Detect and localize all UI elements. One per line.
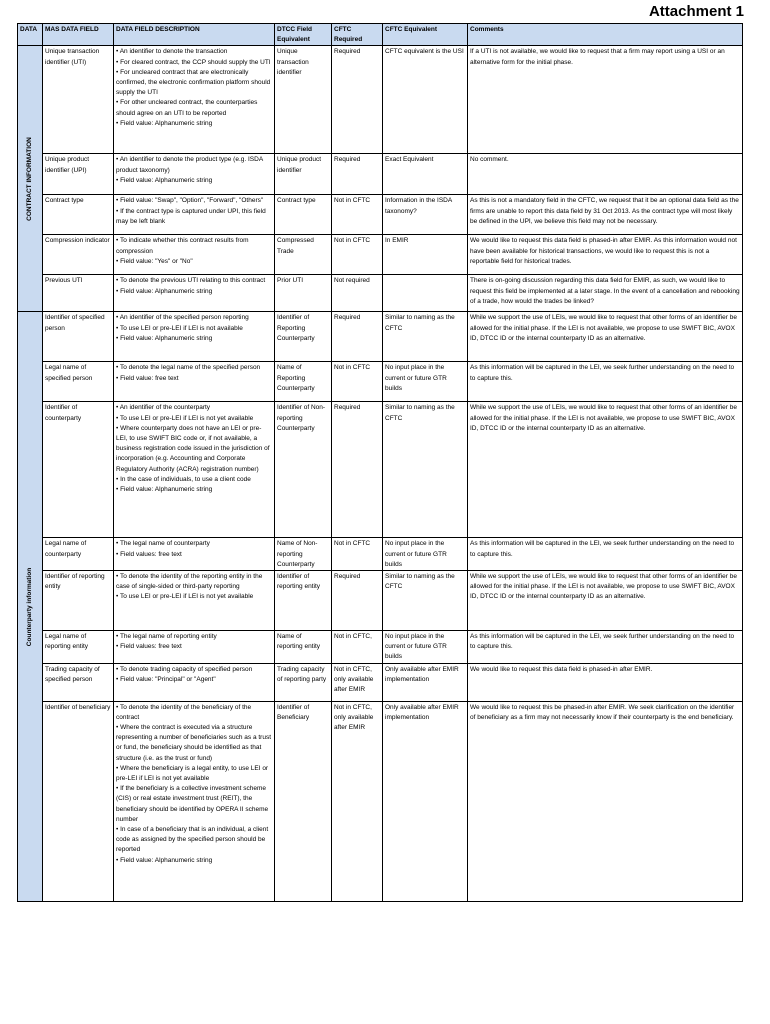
dtcc-equivalent-cell: Unique product identifier <box>275 154 332 195</box>
header-cftc-equivalent: CFTC Equivalent <box>383 24 468 46</box>
cftc-required-cell: Required <box>332 571 383 631</box>
dtcc-equivalent-cell: Compressed Trade <box>275 235 332 275</box>
header-mas-field: MAS DATA FIELD <box>43 24 114 46</box>
comments-cell: As this information will be captured in the LEI, we seek further understanding on the need to to capture this. <box>468 631 743 664</box>
description-bullet: • For uncleared contract that are electronically confirmed, the electronic confirmation platform should supply the UTI <box>116 68 271 97</box>
field-name-cell: Previous UTI <box>43 275 114 312</box>
table-row <box>18 275 743 312</box>
dtcc-equivalent-cell: Unique transaction identifier <box>275 46 332 154</box>
field-description-cell <box>114 154 275 195</box>
header-row <box>18 24 743 46</box>
field-name-cell: Unique product identifier (UPI) <box>43 154 114 195</box>
table-row <box>18 538 743 571</box>
field-name-cell: Trading capacity of specified person <box>43 663 114 701</box>
cftc-required-cell: Not in CFTC, <box>332 631 383 664</box>
cftc-required-cell: Required <box>332 154 383 195</box>
field-name-cell: Legal name of counterparty <box>43 538 114 571</box>
description-bullet: • To use LEI or pre-LEI if LEI is not yet available <box>116 593 254 601</box>
description-bullet: • The legal name of reporting entity <box>116 633 217 641</box>
field-description-cell <box>114 538 275 571</box>
field-name-cell: Identifier of reporting entity <box>43 571 114 631</box>
cftc-required-cell: Required <box>332 46 383 154</box>
description-bullet: • Field value: Alphanumeric string <box>116 119 213 127</box>
field-name-cell: Legal name of reporting entity <box>43 631 114 664</box>
table-row <box>18 235 743 275</box>
table-row <box>18 631 743 664</box>
cftc-equivalent-cell: In EMIR <box>383 235 468 275</box>
description-bullet: • Field value: Alphanumeric string <box>116 486 213 494</box>
field-description-cell <box>114 275 275 312</box>
table-row <box>18 362 743 402</box>
description-bullet: • Field values: free text <box>116 550 182 558</box>
category-counterparty-information <box>18 312 43 901</box>
table-row <box>18 154 743 195</box>
table-row <box>18 46 743 154</box>
category-contract-information <box>18 46 43 312</box>
dtcc-equivalent-cell: Name of Non-reporting Counterparty <box>275 538 332 571</box>
header-cftc: CFTC Required <box>332 24 383 46</box>
cftc-equivalent-cell: Similar to naming as the CFTC <box>383 402 468 538</box>
comments-cell: There is on-going discussion regarding this data field for EMIR, as such, we would like to request this field be implemented at a later stage. In the event of a cancellation and rebooking of a trade, how would the trades be linked? <box>468 275 743 312</box>
table-row <box>18 402 743 538</box>
description-bullet: • In the case of individuals, to use a client code <box>116 475 251 483</box>
comments-cell: We would like to request this be phased-in after EMIR. We seek clarification on the identifier of beneficiary as a firm may not necessarily know if their counterparty is the end beneficiary. <box>468 701 743 901</box>
description-bullet: • Field value: free text <box>116 374 179 382</box>
description-bullet: • Where the beneficiary is a legal entity, to use LEI or pre-LEI if LEI is not yet available <box>116 764 269 783</box>
category-label: Counterparty information <box>25 567 33 646</box>
comments-cell: No comment. <box>468 154 743 195</box>
comments-cell: While we support the use of LEIs, we would like to request that other forms of an identifier be allowed for the initial phase. If the LEI is not available, we propose to use SWIFT BIC, AVOX ID, DTCC ID or the internal counterparty ID as an alternative. <box>468 312 743 362</box>
description-bullet: • To denote trading capacity of specified person <box>116 665 253 673</box>
field-description-cell <box>114 362 275 402</box>
cftc-equivalent-cell: Only available after EMIR implementation <box>383 663 468 701</box>
table-row <box>18 663 743 701</box>
description-bullet: • If the beneficiary is a collective investment scheme (CIS) or real estate investment trust (REIT), the beneficiary should be identified by OPERA II scheme number <box>116 785 269 823</box>
description-bullet: • To denote the identity of the beneficiary of the contract <box>116 703 252 721</box>
description-bullet: • The legal name of counterparty <box>116 540 210 548</box>
field-name-cell: Contract type <box>43 195 114 235</box>
table-row <box>18 571 743 631</box>
description-bullet: • In case of a beneficiary that is an individual, a client code as assigned by the specified person should be reported <box>116 826 269 854</box>
field-description-cell <box>114 312 275 362</box>
dtcc-equivalent-cell: Name of reporting entity <box>275 631 332 664</box>
field-description-cell <box>114 631 275 664</box>
comments-cell: While we support the use of LEIs, we would like to request that other forms of an identifier be allowed for the initial phase. If the LEI is not available, we propose to use SWIFT BIC, AVOX ID, DTCC ID or the internal counterparty ID as an alternative. <box>468 571 743 631</box>
cftc-required-cell: Required <box>332 402 383 538</box>
description-bullet: • An identifier of the specified person reporting <box>116 314 249 322</box>
data-field-table <box>17 23 743 902</box>
dtcc-equivalent-cell: Contract type <box>275 195 332 235</box>
field-description-cell <box>114 46 275 154</box>
cftc-required-cell: Not in CFTC <box>332 362 383 402</box>
cftc-equivalent-cell: Information in the ISDA taxonomy? <box>383 195 468 235</box>
cftc-required-cell: Not required <box>332 275 383 312</box>
description-bullet: • Field value: Alphanumeric string <box>116 176 213 184</box>
field-description-cell <box>114 701 275 901</box>
field-description-cell <box>114 402 275 538</box>
comments-cell: While we support the use of LEIs, we would like to request that other forms of an identifier be allowed for the initial phase. If the LEI is not available, we propose to use SWIFT BIC, AVOX ID, DTCC ID or the internal counterparty ID as an alternative. <box>468 402 743 538</box>
comments-cell: As this is not a mandatory field in the CFTC, we request that it be an optional data field as the firms are unable to report this data field by 31 Oct 2013. As the contract type will most likely be defined in the UPI, we believe this field may not be necessary. <box>468 195 743 235</box>
attachment-title: Attachment 1 <box>648 3 744 20</box>
description-bullet: • To indicate whether this contract results from compression <box>116 237 249 255</box>
cftc-equivalent-cell: CFTC equivalent is the USI <box>383 46 468 154</box>
table-row <box>18 312 743 362</box>
cftc-equivalent-cell: No input place in the current or future GTR builds <box>383 362 468 402</box>
description-bullet: • For other uncleared contract, the counterparties should agree on an UTI to be reported <box>116 99 258 117</box>
cftc-equivalent-cell: Similar to naming as the CFTC <box>383 571 468 631</box>
cftc-equivalent-cell: Similar to naming as the CFTC <box>383 312 468 362</box>
description-bullet: • An identifier to denote the product type (e.g. ISDA product taxonomy) <box>116 156 263 174</box>
field-name-cell: Legal name of specified person <box>43 362 114 402</box>
comments-cell: We would like to request this data field is phased-in after EMIR. <box>468 663 743 701</box>
dtcc-equivalent-cell: Identifier of reporting entity <box>275 571 332 631</box>
description-bullet: • To use LEI or pre-LEI if LEI is not yet available <box>116 414 254 422</box>
dtcc-equivalent-cell: Identifier of Non-reporting Counterparty <box>275 402 332 538</box>
comments-cell: As this information will be captured in the LEI, we seek further understanding on the need to to capture this. <box>468 538 743 571</box>
header-description: DATA FIELD DESCRIPTION <box>114 24 275 46</box>
description-bullet: • Field value: Alphanumeric string <box>116 856 213 864</box>
description-bullet: • An identifier of the counterparty <box>116 404 211 412</box>
cftc-required-cell: Not in CFTC, only available after EMIR <box>332 663 383 701</box>
comments-cell: We would like to request this data field is phased-in after EMIR. As this information would not have been available for historical transactions, we would like to request this is not a reportable field for historical trades. <box>468 235 743 275</box>
header-dtcc: DTCC Field Equivalent <box>275 24 332 46</box>
field-name-cell: Identifier of counterparty <box>43 402 114 538</box>
description-bullet: • If the contract type is captured under UPI, this field may be left blank <box>116 207 266 225</box>
field-name-cell: Identifier of beneficiary <box>43 701 114 901</box>
description-bullet: • To use LEI or pre-LEI if LEI is not available <box>116 324 243 332</box>
cftc-required-cell: Not in CFTC <box>332 235 383 275</box>
dtcc-equivalent-cell: Trading capacity of reporting party <box>275 663 332 701</box>
description-bullet: • To denote the identity of the reporting entity in the case of single-sided or third-party reporting <box>116 573 263 591</box>
cftc-required-cell: Not in CFTC <box>332 195 383 235</box>
description-bullet: • Field value: "Principal" or "Agent" <box>116 675 216 683</box>
header-comments: Comments <box>468 24 743 46</box>
header-data: DATA <box>18 24 43 46</box>
description-bullet: • Field value: "Swap", "Option", "Forward", "Others" <box>116 197 264 205</box>
field-description-cell <box>114 571 275 631</box>
cftc-equivalent-cell <box>383 275 468 312</box>
field-name-cell: Identifier of specified person <box>43 312 114 362</box>
description-bullet: • For cleared contract, the CCP should supply the UTI <box>116 58 271 66</box>
comments-cell: If a UTI is not available, we would like to request that a firm may report using a USI or an alternative form for the initial phase. <box>468 46 743 154</box>
description-bullet: • Field value: Alphanumeric string <box>116 334 213 342</box>
dtcc-equivalent-cell: Identifier of Reporting Counterparty <box>275 312 332 362</box>
cftc-required-cell: Not in CFTC <box>332 538 383 571</box>
cftc-equivalent-cell: Exact Equivalent <box>383 154 468 195</box>
description-bullet: • Field value: "Yes" or "No" <box>116 257 193 265</box>
cftc-equivalent-cell: No input place in the current or future GTR builds <box>383 538 468 571</box>
category-label: CONTRACT INFORMATION <box>25 137 33 221</box>
field-name-cell: Compression indicator <box>43 235 114 275</box>
table-row <box>18 701 743 901</box>
comments-cell: As this information will be captured in the LEI, we seek further understanding on the need to to capture this. <box>468 362 743 402</box>
description-bullet: • Field value: Alphanumeric string <box>116 287 213 295</box>
dtcc-equivalent-cell: Prior UTI <box>275 275 332 312</box>
cftc-required-cell: Required <box>332 312 383 362</box>
description-bullet: • Field values: free text <box>116 643 182 651</box>
cftc-required-cell: Not in CFTC, only available after EMIR <box>332 701 383 901</box>
field-name-cell: Unique transaction identifier (UTI) <box>43 46 114 154</box>
field-description-cell <box>114 235 275 275</box>
table-row <box>18 195 743 235</box>
dtcc-equivalent-cell: Identifier of Beneficiary <box>275 701 332 901</box>
description-bullet: • Where the contract is executed via a structure representing a number of beneficiaries such as a trust or fund, the beneficiary should be identified as that structure (i.e. as the trust or fund) <box>116 724 272 762</box>
field-description-cell <box>114 195 275 235</box>
cftc-equivalent-cell: Only available after EMIR implementation <box>383 701 468 901</box>
cftc-equivalent-cell: No input place in the current or future GTR builds <box>383 631 468 664</box>
description-bullet: • To denote the previous UTI relating to this contract <box>116 277 266 285</box>
description-bullet: • An identifier to denote the transaction <box>116 48 228 56</box>
field-description-cell <box>114 663 275 701</box>
description-bullet: • Where counterparty does not have an LEI or pre-LEI, to use SWIFT BIC code or, if not available, a business registration code issued in the jurisdiction of incorporation (e.g. Accounting and Corporate Regulatory Authority (ACRA) registration number) <box>116 424 270 473</box>
description-bullet: • To denote the legal name of the specified person <box>116 364 261 372</box>
dtcc-equivalent-cell: Name of Reporting Counterparty <box>275 362 332 402</box>
